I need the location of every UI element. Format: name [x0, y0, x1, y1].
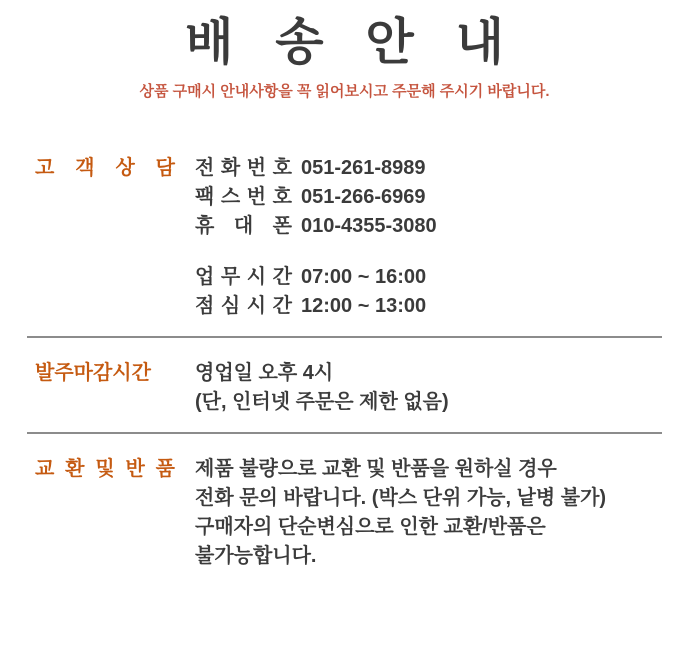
page-title: 배 송 안 내: [185, 14, 518, 70]
info-key: 업 무 시 간: [195, 266, 292, 288]
exchange-policy-line: 전화 문의 바랍니다. (박스 단위 가능, 낱병 불가): [195, 487, 607, 509]
delivery-info-page: [0, 15, 689, 653]
info-key: 점 심 시 간: [195, 295, 292, 317]
blank-line: [195, 241, 662, 263]
info-key: 전 화 번 호: [195, 157, 292, 179]
info-sections: [0, 154, 689, 571]
info-key: 팩 스 번 호: [195, 186, 292, 208]
phone-number: 051-261-8989: [301, 157, 426, 179]
section-label-order-deadline: 발주마감시간: [35, 362, 151, 384]
section-customer-service: [0, 154, 689, 321]
exchange-policy-line: 불가능합니다.: [195, 545, 317, 567]
page-subtitle: 상품 구매시 안내사항을 꼭 읽어보시고 주문해 주시기 바랍니다.: [139, 83, 550, 100]
section-body-order-deadline: [195, 359, 662, 417]
exchange-policy-line: 구매자의 단순변심으로 인한 교환/반품은: [195, 516, 546, 538]
mobile-number: 010-4355-3080: [301, 215, 437, 237]
lunch-hours: 12:00 ~ 13:00: [301, 295, 427, 317]
section-label-exchange-return: 교 환 및 반 품: [35, 458, 175, 480]
info-row-mobile: [195, 212, 662, 241]
info-key: 휴 대 폰: [195, 215, 292, 237]
info-row-lunch-hours: [195, 292, 662, 321]
section-order-deadline: [0, 359, 689, 417]
section-divider: [27, 432, 662, 434]
info-row-fax: [195, 183, 662, 212]
business-hours: 07:00 ~ 16:00: [301, 266, 427, 288]
fax-number: 051-266-6969: [301, 186, 426, 208]
deadline-text: 영업일 오후 4시: [195, 362, 334, 384]
section-exchange-return: [0, 455, 689, 571]
section-divider: [27, 336, 662, 338]
section-body-exchange-return: [195, 455, 662, 571]
section-body-customer-service: [195, 154, 662, 321]
exchange-policy-line: 제품 불량으로 교환 및 반품을 원하실 경우: [195, 458, 557, 480]
info-row-business-hours: [195, 263, 662, 292]
info-row-phone: [195, 154, 662, 183]
section-label-customer-service: 고 객 상 담: [35, 157, 175, 179]
deadline-note: (단, 인터넷 주문은 제한 없음): [195, 391, 449, 413]
